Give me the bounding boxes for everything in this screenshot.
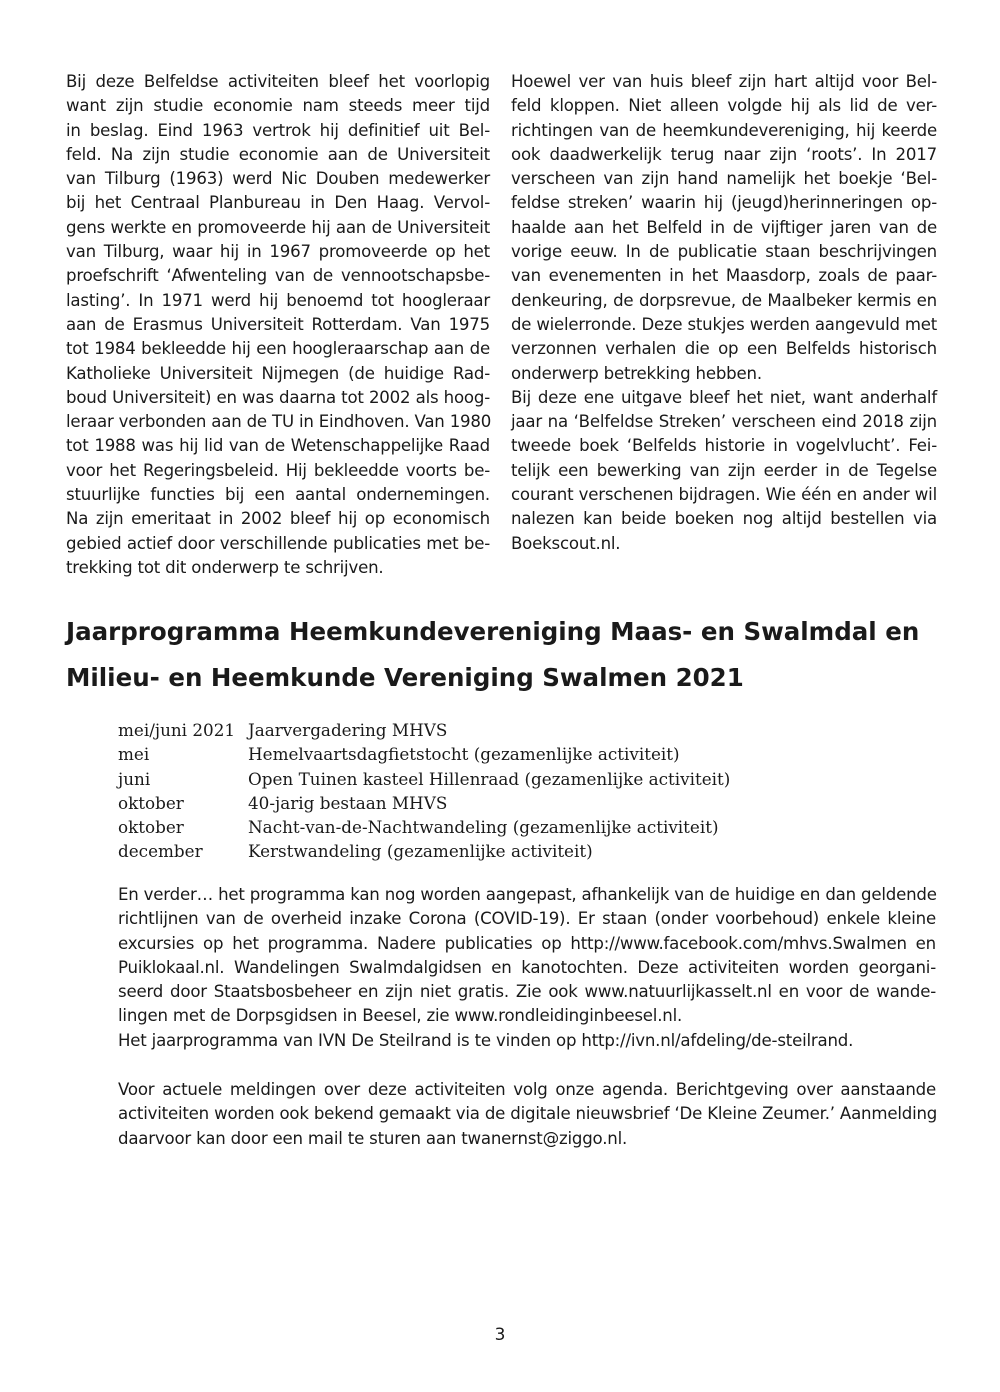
text-line: gebied actief door verschillende publicaties met be- xyxy=(66,533,490,553)
text-line: feld. Na zijn studie economie aan de Universiteit xyxy=(66,144,490,164)
schedule-activity: Nacht-van-de-Nachtwandeling (gezamenlijke activiteit) xyxy=(248,817,719,838)
text-line: denkeuring, de dorpsrevue, de Maalbeker kermis en xyxy=(511,290,937,310)
text-line: courant verschenen bijdragen. Wie één en ander wil xyxy=(511,485,937,505)
schedule-activity: Hemelvaartsdagfietstocht (gezamenlijke activiteit) xyxy=(248,744,680,765)
text-line: van Tilburg, waar hij in 1967 promoveerde op het xyxy=(66,242,490,262)
text-line: verzonnen verhalen die op een Belfelds historisch xyxy=(511,339,937,359)
text-line: want zijn studie economie nam steeds meer tijd xyxy=(66,96,490,116)
text-line: lingen met de Dorpsgidsen in Beesel, zie www.rondleidinginbeesel.nl. xyxy=(118,1006,683,1026)
schedule-row xyxy=(118,742,730,766)
text-line: feld kloppen. Niet alleen volgde hij als lid de ver- xyxy=(511,96,937,116)
schedule-date: oktober xyxy=(118,817,184,838)
registration-paragraph xyxy=(118,1078,936,1151)
text-line: boud Universiteit) en was daarna tot 2002 als hoog- xyxy=(66,387,490,407)
text-line: vorige eeuw. In de publicatie staan beschrijvingen xyxy=(511,242,937,262)
text-line: bij het Centraal Planbureau in Den Haag. Vervol- xyxy=(66,193,490,213)
text-line: nalezen kan beide boeken nog altijd bestellen via xyxy=(511,509,937,529)
text-line: tot 1984 bekleedde hij een hoogleraarschap aan de xyxy=(66,339,490,359)
text-line: stuurlijke functies bij een aantal ondernemingen. xyxy=(66,485,490,505)
text-line: lasting’. In 1971 werd hij benoemd tot hoogleraar xyxy=(66,290,490,310)
text-line: tweede boek ‘Belfelds historie in vogelvlucht’. Fei- xyxy=(511,436,937,456)
text-line: telijk een bewerking van zijn eerder in de Tegelse xyxy=(511,460,937,480)
text-line: in beslag. Eind 1963 vertrok hij definitief uit Bel- xyxy=(66,120,490,140)
schedule-row xyxy=(118,767,730,791)
text-line: trekking tot dit onderwerp te schrijven. xyxy=(66,557,384,577)
text-line: Voor actuele meldingen over deze activiteiten volg onze agenda. Berichtgeving over aanstaande xyxy=(118,1080,936,1099)
right-text-column xyxy=(511,70,937,556)
text-line: Het jaarprogramma van IVN De Steilrand is te vinden op http://ivn.nl/afdeling/de-steilrand. xyxy=(118,1030,854,1050)
schedule-row xyxy=(118,791,730,815)
text-line: daarvoor kan door een mail te sturen aan twanernst@ziggo.nl. xyxy=(118,1128,628,1148)
text-line: onderwerp betrekking hebben. xyxy=(511,363,762,383)
text-line: En verder… het programma kan nog worden aangepast, afhankelijk van de huidige en dan geldende xyxy=(118,885,937,904)
text-line: feldse streken’ waarin hij (jeugd)herinneringen op- xyxy=(511,193,937,213)
schedule-row xyxy=(118,839,730,863)
text-line: Boekscout.nl. xyxy=(511,533,621,553)
schedule-date: mei/juni 2021 xyxy=(118,720,236,740)
text-line: activiteiten worden ook bekend gemaakt via de digitale nieuwsbrief ‘De Kleine Zeumer.’ Aanmelding xyxy=(118,1104,938,1124)
text-line: Hoewel ver van huis bleef zijn hart altijd voor Bel- xyxy=(511,72,937,91)
schedule-date: oktober xyxy=(118,792,184,813)
text-line: seerd door Staatsbosbeheer en zijn niet gratis. Zie ook www.natuurlijkasselt.nl en voor de wande- xyxy=(118,982,936,1002)
text-line: haalde aan het Belfeld in de vijftiger jaren van de xyxy=(511,217,937,237)
text-line: excursies op het programma. Nadere publicaties op http://www.facebook.com/mhvs.Swalmen en xyxy=(118,933,936,953)
schedule-date: december xyxy=(118,841,203,862)
schedule-activity: 40-jarig bestaan MHVS xyxy=(248,792,448,813)
schedule-date: mei xyxy=(118,744,150,765)
text-line: proefschrift ‘Afwenteling van de vennootschapsbe- xyxy=(66,266,490,286)
schedule-row xyxy=(118,815,730,839)
text-line: van evenementen in het Maasdorp, zoals de paar- xyxy=(511,266,937,286)
text-line: gens werkte en promoveerde hij aan de Universiteit xyxy=(66,217,490,237)
schedule-activity: Kerstwandeling (gezamenlijke activiteit) xyxy=(248,841,593,862)
text-line: richtlijnen van de overheid inzake Corona (COVID-19). Er staan (onder voorbehoud) enkele kleine xyxy=(118,909,936,929)
text-line: van Tilburg (1963) werd Nic Douben medewerker xyxy=(66,169,490,189)
program-schedule xyxy=(118,718,730,864)
text-line: voor het Regeringsbeleid. Hij bekleedde voorts be- xyxy=(66,460,490,480)
schedule-date: juni xyxy=(118,768,151,789)
text-line: aan de Erasmus Universiteit Rotterdam. Van 1975 xyxy=(66,314,490,334)
text-line: richtingen van de heemkundevereniging, hij keerde xyxy=(511,120,937,140)
schedule-activity: Jaarvergadering MHVS xyxy=(248,720,448,740)
schedule-row xyxy=(118,718,730,742)
text-line: Puiklokaal.nl. Wandelingen Swalmdalgidsen en kanotochten. Deze activiteiten worden georgani- xyxy=(118,957,936,977)
section-heading: Milieu- en Heemkunde Vereniging Swalmen 2021 xyxy=(66,663,744,692)
page-number: 3 xyxy=(494,1325,506,1345)
text-line: jaar na ‘Belfeldse Streken’ verscheen eind 2018 zijn xyxy=(511,412,937,432)
text-line: verscheen van zijn hand namelijk het boekje ‘Bel- xyxy=(511,169,937,189)
section-heading: Jaarprogramma Heemkundevereniging Maas- en Swalmdal en xyxy=(66,617,920,646)
left-text-column xyxy=(66,70,490,580)
text-line: Bij deze ene uitgave bleef het niet, want anderhalf xyxy=(511,387,937,407)
text-line: Bij deze Belfeldse activiteiten bleef het voorlopig xyxy=(66,72,490,91)
program-notes-paragraph xyxy=(118,883,936,1053)
schedule-activity: Open Tuinen kasteel Hillenraad (gezamenlijke activiteit) xyxy=(248,768,731,789)
text-line: ook daadwerkelijk terug naar zijn ‘roots’. In 2017 xyxy=(511,144,937,164)
text-line: de wielerronde. Deze stukjes werden aangevuld met xyxy=(511,314,937,334)
text-line: Katholieke Universiteit Nijmegen (de huidige Rad- xyxy=(66,363,490,383)
text-line: leraar verbonden aan de TU in Eindhoven. Van 1980 xyxy=(66,412,492,432)
text-line: Na zijn emeritaat in 2002 bleef hij op economisch xyxy=(66,509,490,529)
text-line: tot 1988 was hij lid van de Wetenschappelijke Raad xyxy=(66,436,490,456)
